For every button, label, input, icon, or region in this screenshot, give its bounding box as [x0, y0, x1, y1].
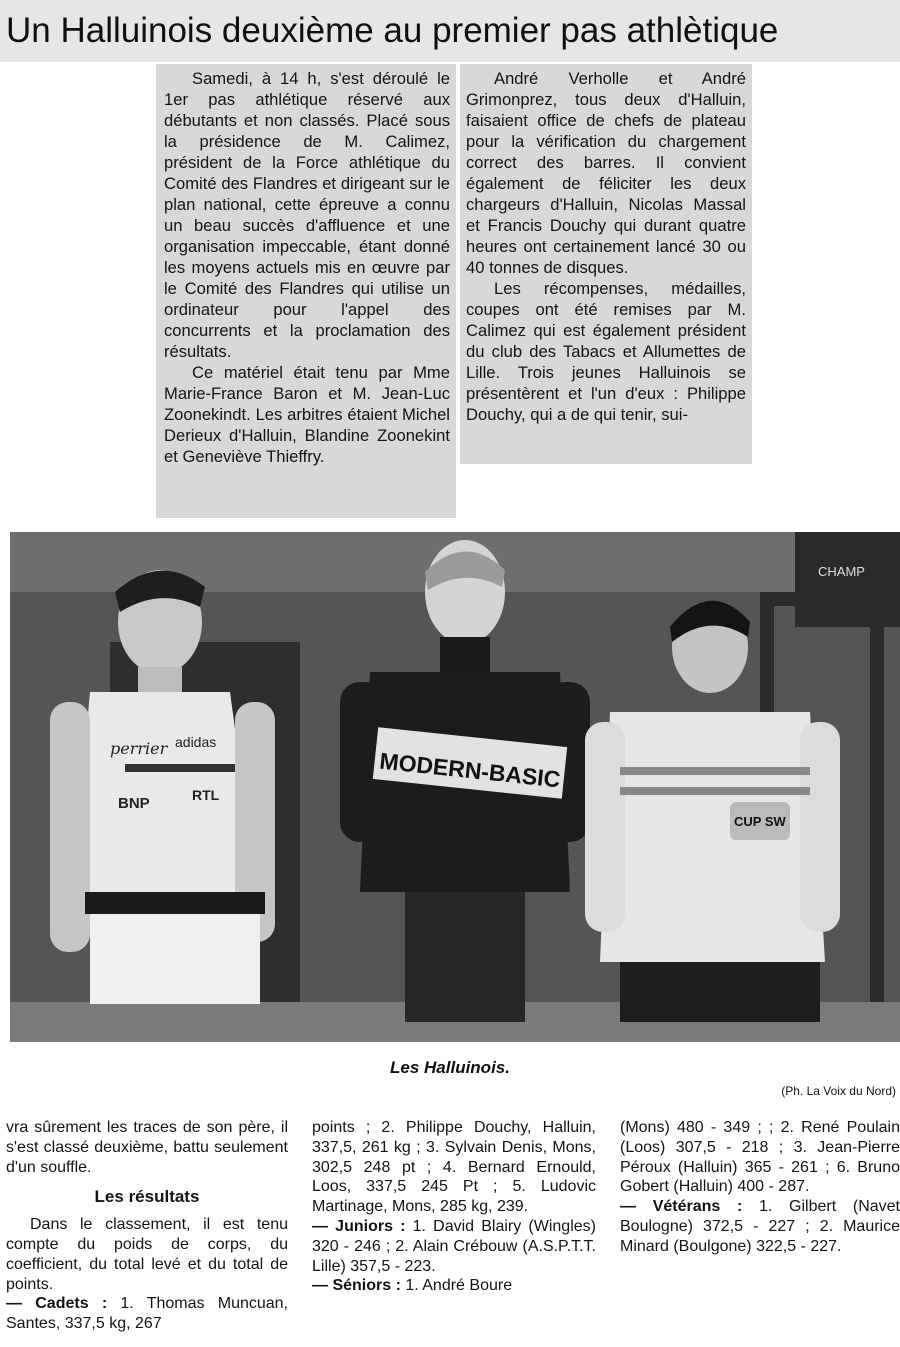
shirt-text: MODERN-BASIC: [378, 747, 562, 793]
article-column-right: [460, 64, 752, 464]
article-paragraph: vra sûrement les traces de son père, il s'est classé deuxième, battu seulement d'un souffle.: [6, 1119, 288, 1176]
results-cadets: [6, 1294, 288, 1334]
wall-poster: [795, 532, 900, 627]
results-juniors: [312, 1217, 596, 1276]
article-column-left: [156, 64, 456, 518]
category-results: 1. Thomas Muncuan, Santes, 337,5 kg, 267: [6, 1295, 289, 1333]
category-label: — Cadets :: [6, 1295, 108, 1313]
article-paragraph: Les récompenses, médailles, coupes ont été remises par M. Calimez qui est également président du club des Tabacs et Allumettes de Lille. Trois jeunes Halluinois se présentèrent et l'un d'eux : Philippe Douchy, qui a de qui tenir, sui-: [466, 279, 746, 424]
category-label: — Vétérans :: [620, 1198, 743, 1216]
shirt-text: adidas: [175, 734, 217, 750]
photo-illustration: [10, 532, 900, 1042]
news-photo: [10, 532, 900, 1042]
photo-credit: (Ph. La Voix du Nord): [781, 1084, 896, 1098]
article-paragraph: Samedi, à 14 h, s'est déroulé le 1er pas athlétique réservé aux débutants et non classés. Placé sous la présidence de M. Calimez, président de la Force athlétique du Comité des Flandres et dirigeant sur le plan national, cette épreuve a connu un beau succès d'affluence et une organisation impeccable, étant donné les moyens actuels mis en œuvre par le Comité des Flandres qui utilise un ordinateur pour l'appel des concurrents et la proclamation des résultats.: [164, 69, 450, 361]
shirt-text: perrier: [110, 739, 168, 758]
category-label: — Séniors :: [312, 1277, 401, 1295]
article-paragraph: Dans le classement, il est tenu compte du poids de corps, du coefficient, du total levé et du total de points.: [6, 1216, 288, 1293]
category-results: 1. André Boure: [400, 1277, 513, 1295]
article-paragraph: Ce matériel était tenu par Mme Marie-France Baron et M. Jean-Luc Zoonekindt. Les arbitres étaient Michel Derieux d'Halluin, Blandine Zoonekint et Geneviève Thieffry.: [164, 363, 450, 466]
results-veterans: [620, 1197, 900, 1256]
photo-caption: Les Halluinois.: [390, 1058, 510, 1077]
shirt-text: BNP: [118, 795, 150, 812]
results-column-2: [312, 1118, 596, 1296]
category-label: — Juniors :: [312, 1217, 406, 1235]
poster-text: CHAMP: [818, 564, 865, 579]
results-column-1: [6, 1118, 288, 1334]
shirt-text: CUP SW: [734, 814, 786, 829]
article-paragraph: André Verholle et André Grimonprez, tous deux d'Halluin, faisaient office de chefs de plateau pour la vérification du chargement correct des barres. Il convient également de féliciter les deux chargeurs d'Halluin, Nicolas Massal et Francis Douchy qui durant quatre heures ont certainement lancé 30 ou 40 tonnes de disques.: [466, 69, 746, 277]
category-results: 1. Gilbert (Navet Boulogne) 372,5 - 227 ; 2. Maurice Minard (Boulgone) 322,5 - 227.: [620, 1198, 900, 1255]
results-column-3: [620, 1118, 900, 1257]
category-results: 1. David Blairy (Wingles) 320 - 246 ; 2. Alain Crébouw (A.S.P.T.T. Lille) 357,5 - 223.: [312, 1217, 596, 1275]
article-paragraph: (Mons) 480 - 349 ; ; 2. René Poulain (Loos) 307,5 - 218 ; 3. Jean-Pierre Péroux (Halluin) 365 - 261 ; 6. Bruno Gobert (Halluin) 400 - 287.: [620, 1119, 900, 1196]
results-seniors: [312, 1276, 596, 1296]
results-heading: Les résultats: [94, 1187, 200, 1207]
headline: Un Halluinois deuxième au premier pas athlètique: [0, 0, 900, 62]
article-paragraph: points ; 2. Philippe Douchy, Halluin, 337,5, 261 kg ; 3. Sylvain Denis, Mons, 302,5 248 pt ; 4. Bernard Ernould, Loos, 337,5 245 Pt ; 5. Ludovic Martinage, Mons, 285 kg, 239.: [312, 1119, 596, 1216]
shirt-text: RTL: [192, 787, 220, 803]
